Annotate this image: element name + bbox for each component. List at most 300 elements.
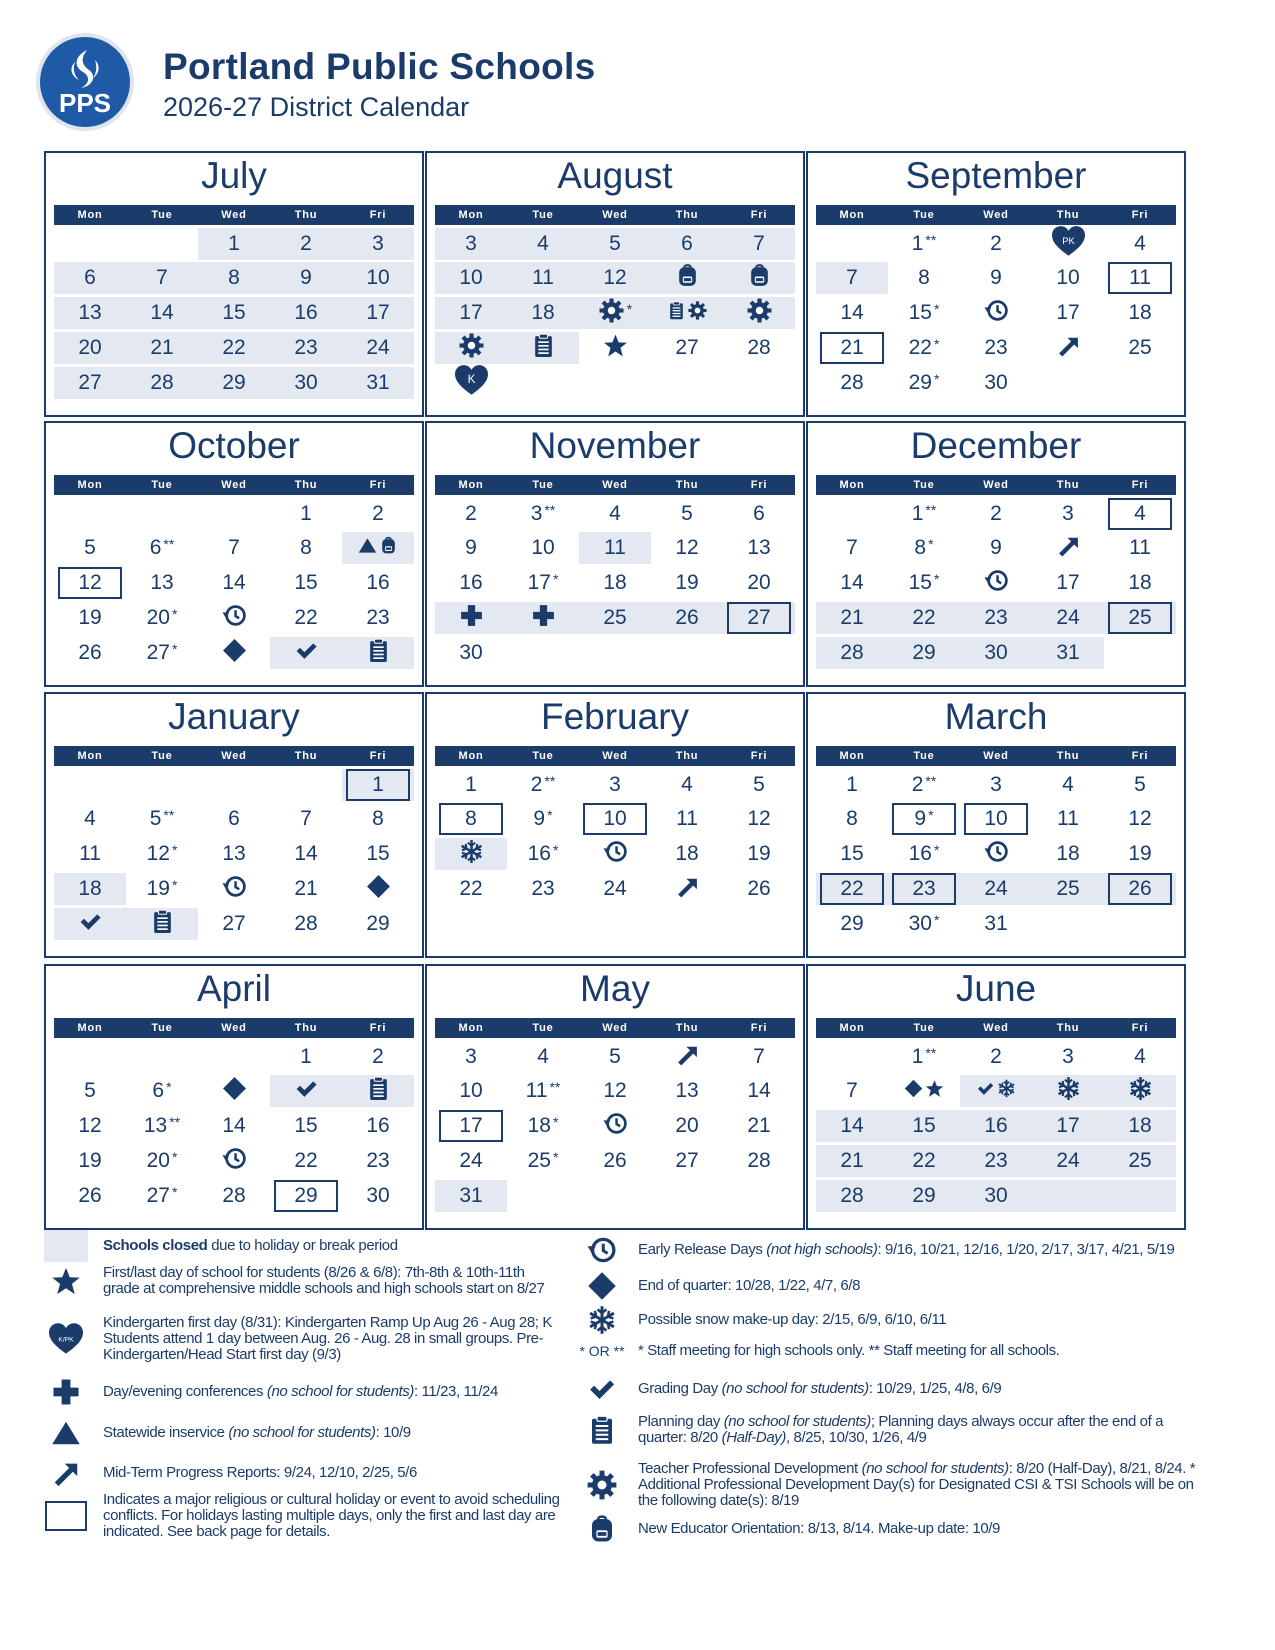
calendar-day — [960, 228, 1032, 260]
day-number: 7 — [300, 807, 312, 830]
day-number: 5 — [753, 773, 765, 796]
calendar-day — [1032, 228, 1104, 260]
calendar-day — [816, 1075, 888, 1107]
calendar-day — [126, 838, 198, 870]
day-number: 11 — [525, 1079, 548, 1102]
calendar-day — [960, 602, 1032, 634]
clipboard-icon — [366, 1076, 391, 1101]
calendar-day — [651, 803, 723, 835]
calendar-day — [888, 498, 960, 530]
calendar-day — [507, 567, 579, 599]
calendar-day — [1032, 769, 1104, 801]
weekday-label: Mon — [77, 479, 103, 491]
weekday-label: Fri — [750, 1022, 768, 1034]
day-number: 19 — [1128, 842, 1152, 865]
day-number: 30 — [908, 912, 932, 935]
calendar-day — [816, 367, 888, 399]
calendar-day — [960, 297, 1032, 329]
day-number: 23 — [531, 877, 555, 900]
day-number: 11 — [1129, 266, 1151, 289]
weekday-label: Wed — [983, 750, 1009, 762]
calendar-day — [435, 567, 507, 599]
clock-icon — [984, 839, 1009, 864]
calendar-day — [126, 803, 198, 835]
day-number: 13 — [78, 301, 102, 324]
month-title: February — [540, 696, 690, 737]
star-icon — [603, 333, 628, 358]
calendar-day — [342, 532, 414, 564]
legend-item: Indicates a major religious or cultural holiday or event to avoid scheduling conflicts. For holidays lasting multiple days, only the first and last day are indicated. See back page for details. — [43, 1494, 563, 1538]
calendar-day — [507, 769, 579, 801]
day-number: 14 — [222, 571, 246, 594]
calendar-day — [270, 228, 342, 260]
day-number: 31 — [984, 912, 1008, 935]
calendar-day — [54, 838, 126, 870]
day-number: 15 — [908, 301, 932, 324]
calendar-day — [651, 1145, 723, 1177]
calendar-day — [816, 498, 888, 530]
day-number: 26 — [675, 606, 699, 629]
weekday-label: Tue — [532, 1022, 554, 1034]
page-title: Portland Public Schools — [163, 46, 596, 87]
calendar-day — [960, 1180, 1032, 1212]
calendar-day — [435, 532, 507, 564]
calendar-day — [1032, 873, 1104, 905]
calendar-day — [1104, 332, 1176, 364]
calendar-day — [198, 602, 270, 634]
day-number: 23 — [912, 877, 936, 900]
day-number: 18 — [1128, 301, 1152, 324]
weekday-label: Thu — [1056, 479, 1080, 491]
calendar-day — [507, 1180, 579, 1212]
calendar-day — [960, 1041, 1032, 1073]
weekday-label: Mon — [839, 479, 865, 491]
staff-meeting-marker: ** — [544, 502, 556, 518]
weekday-label: Thu — [675, 750, 699, 762]
calendar-day — [651, 498, 723, 530]
weekday-header — [54, 746, 414, 766]
calendar-day — [54, 367, 126, 399]
calendar-day — [198, 262, 270, 294]
legend-item: Grading Day (no school for students): 10/29, 1/25, 4/8, 6/9 — [576, 1373, 1206, 1405]
calendar-day — [198, 498, 270, 530]
calendar-day — [126, 637, 198, 669]
day-number: 21 — [747, 1114, 771, 1137]
day-number: 16 — [294, 301, 318, 324]
day-number: 22 — [222, 336, 246, 359]
cross-icon — [531, 603, 556, 628]
day-number: 15 — [366, 842, 390, 865]
weekday-label: Thu — [675, 209, 699, 221]
staff-meeting-marker: * — [171, 606, 178, 622]
day-number: 7 — [156, 266, 168, 289]
calendar-day — [723, 838, 795, 870]
day-number: 19 — [78, 606, 102, 629]
day-number: 4 — [1062, 773, 1074, 796]
calendar-day — [723, 532, 795, 564]
day-number: 24 — [984, 877, 1008, 900]
day-number: 26 — [1128, 877, 1152, 900]
calendar-day — [579, 803, 651, 835]
day-number: 8 — [846, 807, 858, 830]
calendar-day — [816, 1180, 888, 1212]
month-october — [44, 421, 424, 687]
calendar-day — [723, 1041, 795, 1073]
clock-icon — [222, 874, 247, 899]
svg-text:K: K — [467, 372, 475, 386]
cross-icon — [51, 1377, 81, 1407]
gear-icon — [688, 301, 707, 320]
calendar-day — [960, 908, 1032, 940]
day-number: 26 — [78, 641, 102, 664]
calendar-day — [723, 1110, 795, 1142]
calendar-day — [54, 1075, 126, 1107]
weekday-label: Thu — [294, 479, 318, 491]
day-number: 5 — [681, 502, 693, 525]
day-number: 31 — [459, 1184, 483, 1207]
day-number: 6 — [84, 266, 96, 289]
weekday-header — [816, 746, 1176, 766]
calendar-day — [435, 1110, 507, 1142]
calendar-day — [126, 367, 198, 399]
calendar-day — [1104, 367, 1176, 399]
weekday-label: Mon — [839, 209, 865, 221]
month-title: January — [168, 696, 300, 737]
calendar-day — [1032, 567, 1104, 599]
day-number: 23 — [366, 1149, 390, 1172]
diamond-icon — [222, 1076, 247, 1101]
weekday-label: Mon — [458, 209, 484, 221]
calendar-day — [960, 873, 1032, 905]
weekday-label: Thu — [294, 1022, 318, 1034]
backpack-icon — [675, 263, 700, 288]
calendar-day — [816, 1041, 888, 1073]
arrow-icon — [1056, 333, 1081, 358]
calendar-day — [435, 1145, 507, 1177]
calendar-day — [816, 1145, 888, 1177]
day-number: 1 — [911, 1045, 924, 1068]
day-number: 21 — [840, 606, 864, 629]
calendar-day — [888, 602, 960, 634]
day-number: 1 — [911, 232, 924, 255]
day-number: 8 — [300, 536, 312, 559]
weekday-label: Thu — [675, 1022, 699, 1034]
day-number: 21 — [294, 877, 318, 900]
calendar-day — [960, 838, 1032, 870]
day-number: 5 — [609, 232, 621, 255]
staff-meeting-marker: ** — [925, 773, 937, 789]
calendar-day — [816, 602, 888, 634]
legend-item: Early Release Days (not high schools): 9/16, 10/21, 12/16, 1/20, 2/17, 3/17, 4/21, 5/19 — [576, 1234, 1206, 1266]
day-number: 7 — [753, 232, 765, 255]
calendar-day — [723, 803, 795, 835]
calendar-day — [435, 228, 507, 260]
calendar-day — [198, 1180, 270, 1212]
weekday-label: Mon — [458, 1022, 484, 1034]
weekday-label: Fri — [1131, 479, 1149, 491]
calendar-day — [54, 532, 126, 564]
month-title: November — [529, 425, 701, 466]
calendar-day — [960, 1075, 1032, 1107]
day-number: 10 — [366, 266, 390, 289]
weekday-label: Mon — [77, 750, 103, 762]
day-number: 29 — [912, 1184, 936, 1207]
legend-item: Teacher Professional Development (no school for students): 8/20 (Half-Day), 8/21, 8/24. * Additional Professional Development Day(s) for Designated CSI & TSI Schools will be on the following date(s): 8/19 — [576, 1459, 1206, 1511]
day-number: 17 — [1056, 301, 1080, 324]
calendar-day — [54, 873, 126, 905]
calendar-day — [54, 803, 126, 835]
calendar-day — [54, 498, 126, 530]
day-number: 22 — [912, 606, 936, 629]
calendar-day — [270, 262, 342, 294]
weekday-header — [435, 1018, 795, 1038]
day-number: 28 — [150, 371, 174, 394]
calendar-day — [54, 228, 126, 260]
calendar-day — [342, 838, 414, 870]
weekday-label: Thu — [675, 479, 699, 491]
weekday-label: Mon — [77, 1022, 103, 1034]
day-number: 14 — [150, 301, 174, 324]
day-number: 14 — [222, 1114, 246, 1137]
calendar-day — [198, 873, 270, 905]
calendar-day — [54, 1180, 126, 1212]
calendar-day — [960, 567, 1032, 599]
calendar-day — [507, 367, 579, 399]
calendar-day — [651, 1075, 723, 1107]
day-number: 14 — [747, 1079, 771, 1102]
day-number: 30 — [984, 641, 1008, 664]
day-number: 20 — [146, 1149, 170, 1172]
weekday-label: Thu — [1056, 750, 1080, 762]
snow-icon — [1128, 1076, 1153, 1101]
day-number: 11 — [676, 807, 698, 830]
heart-kpk-icon — [49, 1323, 83, 1355]
calendar-day — [960, 1110, 1032, 1142]
day-number: 29 — [908, 371, 932, 394]
day-number: 15 — [840, 842, 864, 865]
calendar-day — [54, 297, 126, 329]
day-number: 16 — [984, 1114, 1008, 1137]
day-number: 3 — [465, 1045, 477, 1068]
day-number: 30 — [366, 1184, 390, 1207]
calendar-day — [342, 1180, 414, 1212]
calendar-day — [54, 567, 126, 599]
calendar-day — [126, 602, 198, 634]
calendar-day — [342, 332, 414, 364]
legend-item: Statewide inservice (no school for students): 10/9 — [43, 1417, 563, 1449]
calendar-day — [651, 262, 723, 294]
weekday-label: Wed — [602, 209, 628, 221]
calendar-day — [270, 908, 342, 940]
calendar-day — [960, 803, 1032, 835]
calendar-day — [342, 1041, 414, 1073]
calendar-day — [435, 367, 507, 399]
clock-icon — [587, 1235, 617, 1265]
day-number: 1 — [300, 502, 312, 525]
backpack-icon — [747, 263, 772, 288]
staff-meeting-marker: * — [171, 877, 178, 893]
snow-icon — [587, 1305, 617, 1335]
calendar-day — [816, 873, 888, 905]
day-number: 2 — [990, 502, 1002, 525]
month-september — [806, 151, 1186, 417]
calendar-day — [1032, 532, 1104, 564]
day-number: 4 — [537, 232, 549, 255]
calendar-day — [1104, 838, 1176, 870]
staff-meeting-marker: ** — [544, 773, 556, 789]
clipboard-icon — [150, 909, 175, 934]
day-number: 3 — [465, 232, 477, 255]
calendar-day — [723, 498, 795, 530]
calendar-day — [435, 769, 507, 801]
calendar-day — [1104, 498, 1176, 530]
calendar-day — [816, 532, 888, 564]
legend-item: * OR ** * Staff meeting for high schools only. ** Staff meeting for all schools. — [576, 1339, 1206, 1363]
weekday-label: Tue — [913, 750, 935, 762]
day-number: 28 — [840, 1184, 864, 1207]
calendar-day — [723, 228, 795, 260]
calendar-day — [579, 567, 651, 599]
day-number: 16 — [366, 1114, 390, 1137]
calendar-day — [126, 1145, 198, 1177]
day-number: 19 — [747, 842, 771, 865]
staff-meeting-marker: * — [552, 842, 559, 858]
calendar-day — [270, 1041, 342, 1073]
staff-meeting-marker: * — [552, 1114, 559, 1130]
day-number: 7 — [846, 536, 858, 559]
day-number: 1 — [372, 773, 384, 796]
calendar-day — [126, 532, 198, 564]
calendar-day — [888, 637, 960, 669]
calendar-day — [1104, 873, 1176, 905]
calendar-day — [126, 908, 198, 940]
weekday-label: Wed — [983, 479, 1009, 491]
calendar-day — [126, 1041, 198, 1073]
day-number: 9 — [914, 807, 927, 830]
staff-meeting-marker: * — [552, 571, 559, 587]
calendar-day — [1104, 908, 1176, 940]
day-number: 8 — [914, 536, 927, 559]
calendar-day — [198, 637, 270, 669]
calendar-day — [507, 637, 579, 669]
day-number: 16 — [908, 842, 932, 865]
day-number: 4 — [1134, 502, 1146, 525]
calendar-day — [723, 367, 795, 399]
calendar-day — [888, 1075, 960, 1107]
day-number: 27 — [675, 1149, 699, 1172]
calendar-day — [816, 637, 888, 669]
weekday-label: Tue — [151, 1022, 173, 1034]
day-number: 16 — [459, 571, 483, 594]
clipboard-icon — [587, 1415, 617, 1445]
day-number: 31 — [1056, 641, 1080, 664]
calendar-day — [1032, 637, 1104, 669]
day-number: 1 — [846, 773, 858, 796]
staff-meeting-marker: * — [933, 336, 940, 352]
calendar-day — [960, 367, 1032, 399]
calendar-day — [270, 367, 342, 399]
weekday-label: Wed — [221, 750, 247, 762]
day-number: 1 — [911, 502, 924, 525]
weekday-label: Tue — [532, 479, 554, 491]
day-number: 12 — [603, 266, 627, 289]
day-number: 27 — [222, 912, 246, 935]
calendar-day — [888, 1041, 960, 1073]
day-number: 24 — [459, 1149, 483, 1172]
month-title: September — [905, 155, 1087, 196]
calendar-day — [198, 1110, 270, 1142]
day-number: 4 — [609, 502, 621, 525]
weekday-label: Tue — [151, 479, 173, 491]
calendar-day — [342, 297, 414, 329]
backpack-icon — [587, 1514, 617, 1544]
day-number: 29 — [222, 371, 246, 394]
staff-meeting-marker: * — [626, 301, 633, 317]
staff-meeting-marker: * — [928, 536, 934, 552]
calendar-day — [579, 228, 651, 260]
day-number: 12 — [78, 1114, 102, 1137]
calendar-day — [54, 1145, 126, 1177]
calendar-day — [54, 637, 126, 669]
calendar-day — [342, 602, 414, 634]
day-number: 10 — [603, 807, 627, 830]
calendar-day — [270, 498, 342, 530]
calendar-day — [435, 1041, 507, 1073]
day-number: 22 — [294, 606, 318, 629]
calendar-day — [435, 297, 507, 329]
weekday-label: Mon — [458, 479, 484, 491]
calendar-day — [342, 769, 414, 801]
calendar-day — [507, 873, 579, 905]
calendar-day — [888, 803, 960, 835]
day-number: 17 — [459, 1114, 483, 1137]
star-icon — [51, 1266, 81, 1296]
month-november — [425, 421, 805, 687]
day-number: 19 — [146, 877, 170, 900]
calendar-day — [960, 262, 1032, 294]
day-number: 10 — [984, 807, 1008, 830]
calendar-day — [507, 602, 579, 634]
day-number: 19 — [675, 571, 699, 594]
day-number: 18 — [78, 877, 102, 900]
calendar-day — [723, 873, 795, 905]
calendar-day — [507, 498, 579, 530]
calendar-day — [1032, 1075, 1104, 1107]
staff-meeting-marker: ** — [163, 807, 175, 823]
weekday-label: Wed — [221, 209, 247, 221]
day-number: 23 — [984, 336, 1008, 359]
calendar-day — [888, 332, 960, 364]
calendar-day — [651, 228, 723, 260]
calendar-day — [816, 908, 888, 940]
day-number: 20 — [78, 336, 102, 359]
calendar-header — [35, 32, 835, 142]
calendar-day — [198, 838, 270, 870]
calendar-day — [888, 228, 960, 260]
arrow-icon — [675, 874, 700, 899]
day-number: 28 — [294, 912, 318, 935]
calendar-day — [342, 1075, 414, 1107]
weekday-header — [816, 475, 1176, 495]
gear-icon — [747, 298, 772, 323]
calendar-day — [1032, 498, 1104, 530]
calendar-day — [342, 367, 414, 399]
day-number: 4 — [681, 773, 693, 796]
calendar-day — [816, 1110, 888, 1142]
day-number: 23 — [984, 606, 1008, 629]
calendar-day — [888, 1110, 960, 1142]
staff-meeting-marker: ** — [163, 536, 175, 552]
